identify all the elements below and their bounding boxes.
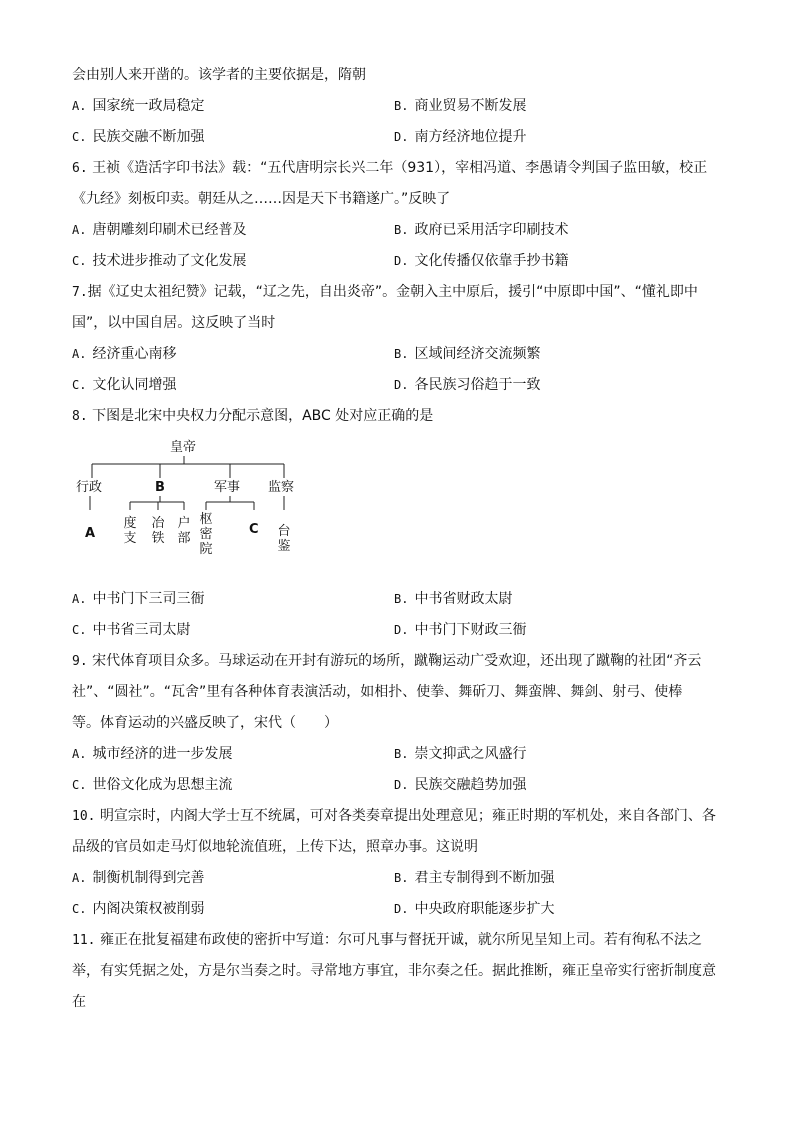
q5-option-c[interactable]: C. 民族交融不断加强 [72,129,205,145]
diagram-b: B [155,480,165,495]
q9-option-d[interactable]: D. 民族交融趋势加强 [394,777,527,793]
q7-option-a[interactable]: A. 经济重心南移 [72,346,177,362]
q7-option-c[interactable]: C. 文化认同增强 [72,377,177,393]
diagram-a: A [85,526,96,541]
q8-stem: 8. 下图是北宋中央权力分配示意图，ABC 处对应正确的是 [72,408,434,424]
q7-option-d[interactable]: D. 各民族习俗趋于一致 [394,377,541,393]
q8-options-row-2 [72,615,722,646]
q10-stem-line-2: 品级的官员如走马灯似地轮流值班，上传下达，照章办事。这说明 [72,839,478,855]
q9-stem-line-3: 等。体育运动的兴盛反映了，宋代（ ） [72,715,338,731]
q7-stem-line-1: 7.据《辽史太祖纪赞》记载，“辽之先，自出炎帝”。金朝入主中原后，援引“中原即中国”、“懂礼即中 [72,284,698,300]
q5-option-a[interactable]: A. 国家统一政局稳定 [72,98,205,114]
diagram-lines [72,440,312,580]
q6-option-b[interactable]: B. 政府已采用活字印刷技术 [394,222,569,238]
q5-options-row-2 [72,122,722,153]
q7-option-b[interactable]: B. 区域间经济交流频繁 [394,346,541,362]
q6-option-d[interactable]: D. 文化传播仅依靠手抄书籍 [394,253,569,269]
diagram-taijian: 台鉴 [277,524,291,554]
song-power-diagram [72,440,312,580]
q6-option-a[interactable]: A. 唐朝雕刻印刷术已经普及 [72,222,247,238]
q9-option-c[interactable]: C. 世俗文化成为思想主流 [72,777,233,793]
diagram-yetie: 冶铁 [151,516,165,546]
diagram-c: C [249,522,259,537]
q7-options-row-2 [72,370,722,401]
q10-option-d[interactable]: D. 中央政府职能逐步扩大 [394,901,555,917]
q9-option-b[interactable]: B. 崇文抑武之风盛行 [394,746,527,762]
diagram-emperor: 皇帝 [170,440,197,455]
q10-option-c[interactable]: C. 内阁决策权被削弱 [72,901,205,917]
q7-number: 7. [72,285,88,300]
q6-options-row-1 [72,215,722,246]
q11-stem-line-3: 在 [72,994,86,1010]
exam-page [72,60,722,1018]
q11-stem-line-2: 举，有实凭据之处，方是尔当奏之时。寻常地方事宜，非尔奏之任。据此推断，雍正皇帝实行密折制度意 [72,963,716,979]
q8-option-a[interactable]: A. 中书门下三司三衙 [72,591,205,607]
diagram-shumiyuan: 枢密院 [199,512,213,557]
q6-option-c[interactable]: C. 技术进步推动了文化发展 [72,253,247,269]
diagram-junshi: 军事 [214,480,241,495]
q10-number: 10. [72,809,96,824]
q9-number: 9. [72,654,88,669]
q5-option-b[interactable]: B. 商业贸易不断发展 [394,98,527,114]
q6-stem-line-1: 6. 王祯《造活字印书法》载：“五代唐明宗长兴二年（931），宰相冯道、李愚请令判国子监田敏，校正 [72,160,708,176]
q6-number: 6. [72,161,88,176]
q7-options-row-1 [72,339,722,370]
q6-stem-line-2: 《九经》刻板印卖。朝廷从之……因是天下书籍遂广。”反映了 [72,191,451,207]
q9-options-row-2 [72,770,722,801]
q8-number: 8. [72,409,88,424]
diagram-hubu: 户部 [177,516,191,546]
q10-options-row-1 [72,863,722,894]
q8-options-row-1 [72,584,722,615]
diagram-xingzheng: 行政 [76,480,103,495]
q8-option-c[interactable]: C. 中书省三司太尉 [72,622,191,638]
q10-options-row-2 [72,894,722,925]
q11-stem-line-1: 11. 雍正在批复福建布政使的密折中写道：尔可凡事与督抚开诚，就尔所见呈知上司。若有徇私不法之 [72,932,702,948]
q9-stem-line-1: 9. 宋代体育项目众多。马球运动在开封有游玩的场所，蹴鞠运动广受欢迎，还出现了蹴鞠的社团“齐云 [72,653,702,669]
q9-stem-line-2: 社”、“圆社”。“瓦舍”里有各种体育表演活动，如相扑、使拳、舞斫刀、舞蛮牌、舞剑、射弓、使棒 [72,684,683,700]
q8-option-b[interactable]: B. 中书省财政太尉 [394,591,513,607]
q9-option-a[interactable]: A. 城市经济的进一步发展 [72,746,233,762]
diagram-duzhi: 度支 [123,516,137,546]
q10-stem-line-1: 10. 明宣宗时，内阁大学士互不统属，可对各类奏章提出处理意见；雍正时期的军机处，来自各部门、各 [72,808,716,824]
q5-options-row-1 [72,91,722,122]
q9-options-row-1 [72,739,722,770]
q10-option-a[interactable]: A. 制衡机制得到完善 [72,870,205,886]
q7-stem-line-2: 国”，以中国自居。这反映了当时 [72,315,276,331]
diagram-jiancha: 监察 [268,480,295,495]
q5-option-d[interactable]: D. 南方经济地位提升 [394,129,527,145]
q11-number: 11. [72,933,96,948]
q6-options-row-2 [72,246,722,277]
q10-option-b[interactable]: B. 君主专制得到不断加强 [394,870,555,886]
q8-option-d[interactable]: D. 中书门下财政三衙 [394,622,527,638]
q5-stem-tail: 会由别人来开凿的。该学者的主要依据是，隋朝 [72,67,366,83]
